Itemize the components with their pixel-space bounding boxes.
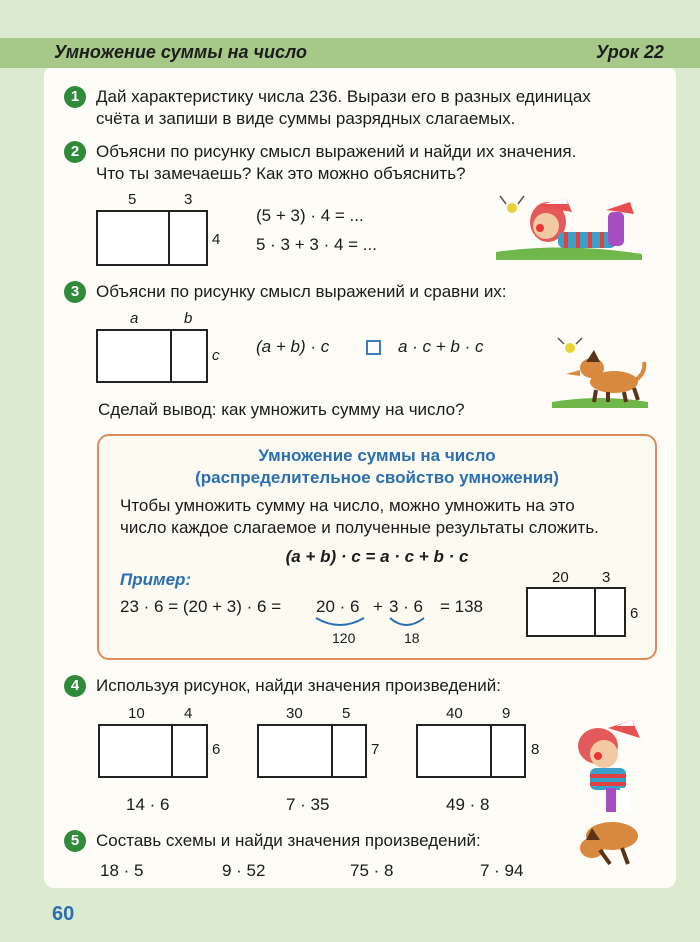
task-number-4: 4: [64, 675, 86, 697]
task4-item2-expr: 7 · 35: [286, 795, 330, 814]
example-part-d: 3 · 6: [389, 597, 424, 616]
task3-diagram: [96, 329, 208, 383]
task3-left-expr: (a + b) · c: [256, 337, 330, 356]
task5-item-4: 7 · 94: [480, 861, 524, 880]
clown-dog-illustration: [570, 718, 654, 868]
lesson-label: Урок 22: [596, 42, 664, 62]
example-part-c: +: [373, 597, 383, 616]
task4-item3-side: 8: [531, 741, 540, 758]
rule-title: Умножение суммы на число: [258, 446, 496, 465]
example-rect-label-b: 3: [602, 569, 611, 586]
task4-diagram-2: [257, 724, 367, 778]
task4-item2-label-b: 5: [342, 705, 351, 722]
task1-line1: Дай характеристику числа 236. Вырази его в разных единицах: [96, 87, 591, 106]
clown-illustration: [496, 192, 642, 260]
brace-value-1: 120: [332, 630, 356, 646]
task-number-3: 3: [64, 281, 86, 303]
task2-diagram: [96, 210, 208, 266]
example-part-b: 20 · 6: [316, 597, 360, 616]
task5-line1: Составь схемы и найди значения произведений:: [96, 831, 481, 850]
rule-subtitle: (распределительное свойство умножения): [195, 468, 559, 487]
task5-item-1: 18 · 5: [100, 861, 144, 880]
task4-item3-label-b: 9: [502, 705, 511, 722]
task2-line2: Что ты замечаешь? Как это можно объяснить?: [96, 164, 466, 183]
example-rect-label-a: 20: [552, 569, 569, 586]
task5-item-2: 9 · 52: [222, 861, 266, 880]
task4-item3-expr: 49 · 8: [446, 795, 490, 814]
task4-item1-label-b: 4: [184, 705, 193, 722]
header-bar: [0, 38, 700, 68]
task3-right-expr: a · c + b · c: [398, 337, 484, 356]
task4-item2-label-a: 30: [286, 705, 303, 722]
task4-diagram-1: [98, 724, 208, 778]
example-diagram: [526, 587, 626, 637]
task-number-5: 5: [64, 830, 86, 852]
task3-label-a: a: [130, 310, 139, 327]
task2-label-b: 3: [184, 191, 193, 208]
task2-line1: Объясни по рисунку смысл выражений и найди их значения.: [96, 142, 577, 161]
brace-value-2: 18: [404, 630, 420, 646]
task2-expr2: 5 · 3 + 3 · 4 = ...: [256, 235, 377, 254]
task4-item1-expr: 14 · 6: [126, 795, 170, 814]
task4-item1-side: 6: [212, 741, 221, 758]
task4-line1: Используя рисунок, найди значения произведений:: [96, 676, 501, 695]
example-part-e: = 138: [440, 597, 484, 616]
rule-text-line2: число каждое слагаемое и полученные результаты сложить.: [120, 518, 599, 537]
task4-item2-side: 7: [371, 741, 380, 758]
task-number-1: 1: [64, 86, 86, 108]
rule-formula: (a + b) · c = a · c + b · c: [285, 547, 469, 566]
task2-label-side: 4: [212, 231, 221, 248]
task1-line2: счёта и запиши в виде суммы разрядных слагаемых.: [96, 109, 516, 128]
task2-expr1: (5 + 3) · 4 = ...: [256, 206, 364, 225]
task4-diagram-3: [416, 724, 526, 778]
task3-label-side: c: [212, 347, 220, 364]
task2-label-a: 5: [128, 191, 137, 208]
task-number-2: 2: [64, 141, 86, 163]
example-part-a: 23 · 6 = (20 + 3) · 6 =: [120, 597, 282, 616]
task4-item3-label-a: 40: [446, 705, 463, 722]
dog-illustration: [552, 336, 648, 408]
page-number: 60: [52, 903, 75, 925]
task3-line1: Объясни по рисунку смысл выражений и сравни их:: [96, 282, 507, 301]
task5-item-3: 75 · 8: [350, 861, 394, 880]
task3-label-b: b: [184, 310, 193, 327]
task4-item1-label-a: 10: [128, 705, 145, 722]
page-title: Умножение суммы на число: [54, 42, 307, 62]
example-label: Пример:: [120, 570, 192, 589]
rule-text-line1: Чтобы умножить сумму на число, можно умножить на это: [120, 496, 575, 515]
compare-box[interactable]: [366, 340, 381, 355]
example-rect-side: 6: [630, 605, 639, 622]
task3-conclusion: Сделай вывод: как умножить сумму на число?: [98, 400, 465, 419]
